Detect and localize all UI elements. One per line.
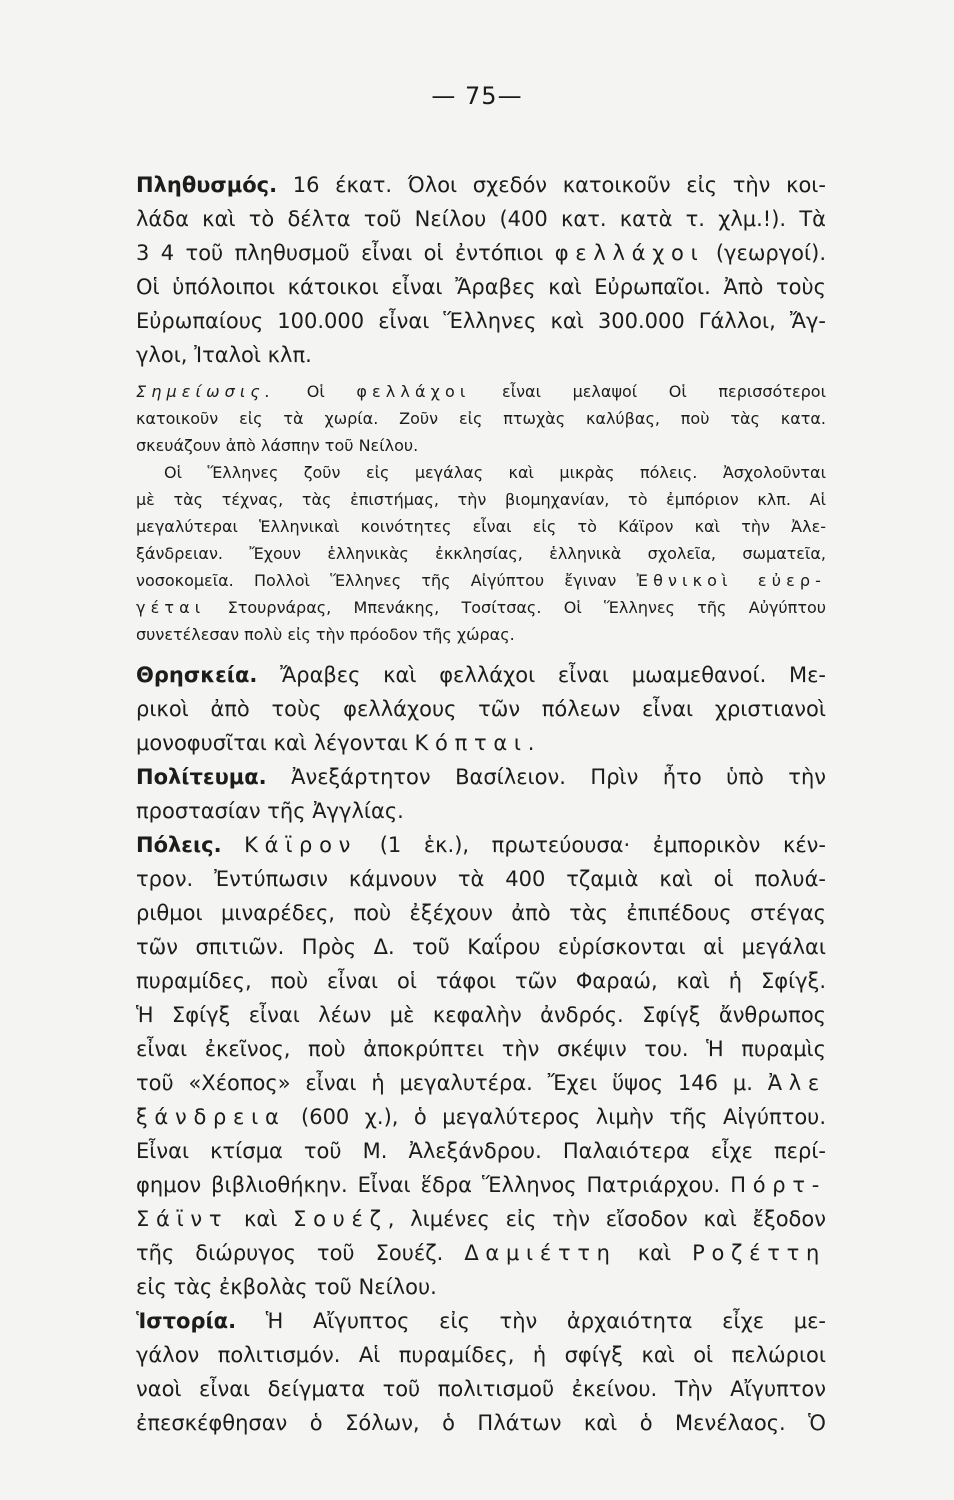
section-heading: Πολίτευμα. xyxy=(136,765,267,789)
text-line: ριθμοι μιναρέδες, ποὺ ἐξέχουν ἀπὸ τὰς ἐπιπέδους στέγας xyxy=(136,901,826,925)
text-line: πυραμίδες, ποὺ εἶναι οἱ τάφοι τῶν Φαραώ, καὶ ἡ Σφίγξ. xyxy=(136,969,826,993)
spaced-term: Ἀλε xyxy=(767,1071,826,1095)
text-line: μεγαλύτεραι Ἑλληνικαὶ κοινότητες εἶναι εἰς τὸ Κάϊρον καὶ τὴν Ἀλε- xyxy=(136,517,826,536)
text-line: προστασίαν τῆς Ἀγγλίας. xyxy=(136,799,404,823)
spaced-term: Ἐθνικοὶ εὐερ- xyxy=(636,571,827,590)
spaced-term: φελλάχοι xyxy=(356,382,471,401)
text-line: Θρησκεία. Ἄραβες καὶ φελλάχοι εἶναι μωαμεθανοί. Με- xyxy=(136,663,826,687)
text-line: γάλον πολιτισμόν. Αἱ πυραμίδες, ἡ σφίγξ καὶ οἱ πελώριοι xyxy=(136,1343,826,1367)
text-line: Πολίτευμα. Ἀνεξάρτητον Βασίλειον. Πρὶν ἦτο ὑπὸ τὴν xyxy=(136,765,826,789)
paragraph-religion xyxy=(136,658,826,760)
section-heading: Ἱστορία. xyxy=(136,1309,237,1333)
spaced-term: Ροζέττη xyxy=(692,1241,826,1265)
text-line: 3 4 τοῦ πληθυσμοῦ εἶναι οἱ ἐντόπιοι φελλάχοι (γεωργοί). xyxy=(136,241,826,265)
text-line: Οἱ ὑπόλοιποι κάτοικοι εἶναι Ἄραβες καὶ Εὐρωπαῖοι. Ἀπὸ τοὺς xyxy=(136,275,826,299)
text-line: γλοι, Ἰταλοὶ κλπ. xyxy=(136,343,312,367)
text-line: τρον. Ἐντύπωσιν κάμνουν τὰ 400 τζαμιὰ καὶ οἱ πολυά- xyxy=(136,867,826,891)
text-line: σκευάζουν ἀπὸ λάσπην τοῦ Νείλου. xyxy=(136,436,419,455)
text-line: Σημείωσις. Οἱ φελλάχοι εἶναι μελαψοί Οἱ περισσότεροι xyxy=(136,382,826,401)
text-line: ἐπεσκέφθησαν ὁ Σόλων, ὁ Πλάτων καὶ ὁ Μενέλαος. Ὁ xyxy=(136,1411,826,1435)
text-line: Εὐρωπαίους 100.000 εἶναι Ἕλληνες καὶ 300.000 Γάλλοι, Ἄγ- xyxy=(136,309,826,333)
text-line: Οἱ Ἕλληνες ζοῦν εἰς μεγάλας καὶ μικρὰς πόλεις. Ἀσχολοῦνται xyxy=(164,463,826,482)
text-line: εἰς τὰς ἐκβολὰς τοῦ Νείλου. xyxy=(136,1275,437,1299)
text-line: Ἡ Σφίγξ εἶναι λέων μὲ κεφαλὴν ἀνδρός. Σφίγξ ἄνθρωπος xyxy=(136,1003,826,1027)
text-line: ναοὶ εἶναι δείγματα τοῦ πολιτισμοῦ ἐκείνου. Τὴν Αἴγυπτον xyxy=(136,1377,826,1401)
text-line: φημον βιβλιοθήκην. Εἶναι ἕδρα Ἕλληνος Πατριάρχου. Πόρτ- xyxy=(136,1173,826,1197)
text-line: Σάϊντ καὶ Σουέζ, λιμένες εἰς τὴν εἴσοδον καὶ ἔξοδον xyxy=(136,1207,826,1231)
text-line: συνετέλεσαν πολὺ εἰς τὴν πρόοδον τῆς χώρας. xyxy=(136,625,515,644)
text-line: κατοικοῦν εἰς τὰ χωρία. Ζοῦν εἰς πτωχὰς καλύβας, ποὺ τὰς κατα. xyxy=(136,409,826,428)
spaced-term: Σουέζ xyxy=(293,1207,388,1231)
paragraph-government xyxy=(136,760,826,828)
text-line: Εἶναι κτίσμα τοῦ Μ. Ἀλεξάνδρου. Παλαιότερα εἶχε περί- xyxy=(136,1139,826,1163)
paragraph-history xyxy=(136,1304,826,1440)
text-line: ρικοὶ ἀπὸ τοὺς φελλάχους τῶν πόλεων εἶναι χριστιανοὶ xyxy=(136,697,826,721)
text-line: μὲ τὰς τέχνας, τὰς ἐπιστήμας, τὴν βιομηχανίαν, τὸ ἐμπόριον κλπ. Αἱ xyxy=(136,490,826,509)
text-line: νοσοκομεῖα. Πολλοὶ Ἕλληνες τῆς Αἰγύπτου ἔγιναν Ἐθνικοὶ εὐερ- xyxy=(136,571,827,590)
section-heading: Πόλεις. xyxy=(136,833,222,857)
page-number: — 75— xyxy=(431,82,523,110)
text-line: γέται Στουρνάρας, Μπενάκης, Τοσίτσας. Οἱ Ἕλληνες τῆς Αὐγύπτου xyxy=(136,598,826,617)
spaced-term: Κάϊρον xyxy=(244,833,358,857)
text-line: ξάνδρεια (600 χ.), ὁ μεγαλύτερος λιμὴν τῆς Αἰγύπτου. xyxy=(136,1105,826,1129)
spaced-term: Κόπται. xyxy=(414,731,542,755)
text-line: τῆς διώρυγος τοῦ Σουέζ. Δαμιέττη καὶ Ροζέττη xyxy=(136,1241,826,1265)
spaced-term: Σάϊντ xyxy=(136,1207,229,1231)
text-line: Πληθυσμός. 16 έκατ. Όλοι σχεδόν κατοικοῦν εἰς τὴν κοι- xyxy=(136,173,826,197)
spaced-term: ξάνδρεια xyxy=(136,1105,286,1129)
text-line: τοῦ «Χέοπος» εἶναι ἡ μεγαλυτέρα. Ἔχει ὕψος 146 μ. Ἀλε xyxy=(136,1071,826,1095)
text-line: λάδα καὶ τὸ δέλτα τοῦ Νείλου (400 κατ. κατὰ τ. χλμ.!). Τὰ xyxy=(136,207,826,231)
section-heading: Πληθυσμός. xyxy=(136,173,278,197)
text-line: μονοφυσῖται καὶ λέγονται Κόπται. xyxy=(136,731,542,755)
text-line: Πόλεις. Κάϊρον (1 ἑκ.), πρωτεύουσα· ἐμπορικὸν κέν- xyxy=(136,833,826,857)
spaced-term: Δαμιέττη xyxy=(464,1241,617,1265)
spaced-term: γέται xyxy=(136,598,206,617)
spaced-term: Πόρτ- xyxy=(730,1173,826,1197)
body-text xyxy=(136,168,826,1440)
paragraph-population xyxy=(136,168,826,372)
note-heading: Σημείωσις. xyxy=(136,382,276,401)
section-heading: Θρησκεία. xyxy=(136,663,258,687)
text-line: Ἱστορία. Ἡ Αἴγυπτος εἰς τὴν ἀρχαιότητα εἶχε με- xyxy=(136,1309,826,1333)
paragraph-note xyxy=(136,378,826,648)
text-line: ξάνδρειαν. Ἔχουν ἑλληνικὰς ἐκκλησίας, ἑλληνικὰ σχολεῖα, σωματεῖα, xyxy=(136,544,826,563)
paragraph-cities xyxy=(136,828,826,1304)
spaced-term: φελλάχοι xyxy=(554,241,705,265)
text-line: εἶναι ἐκεῖνος, ποὺ ἀποκρύπτει τὴν σκέψιν του. Ἡ πυραμὶς xyxy=(136,1037,826,1061)
text-line: τῶν σπιτιῶν. Πρὸς Δ. τοῦ Καΐρου εὑρίσκονται αἱ μεγάλαι xyxy=(136,935,826,959)
